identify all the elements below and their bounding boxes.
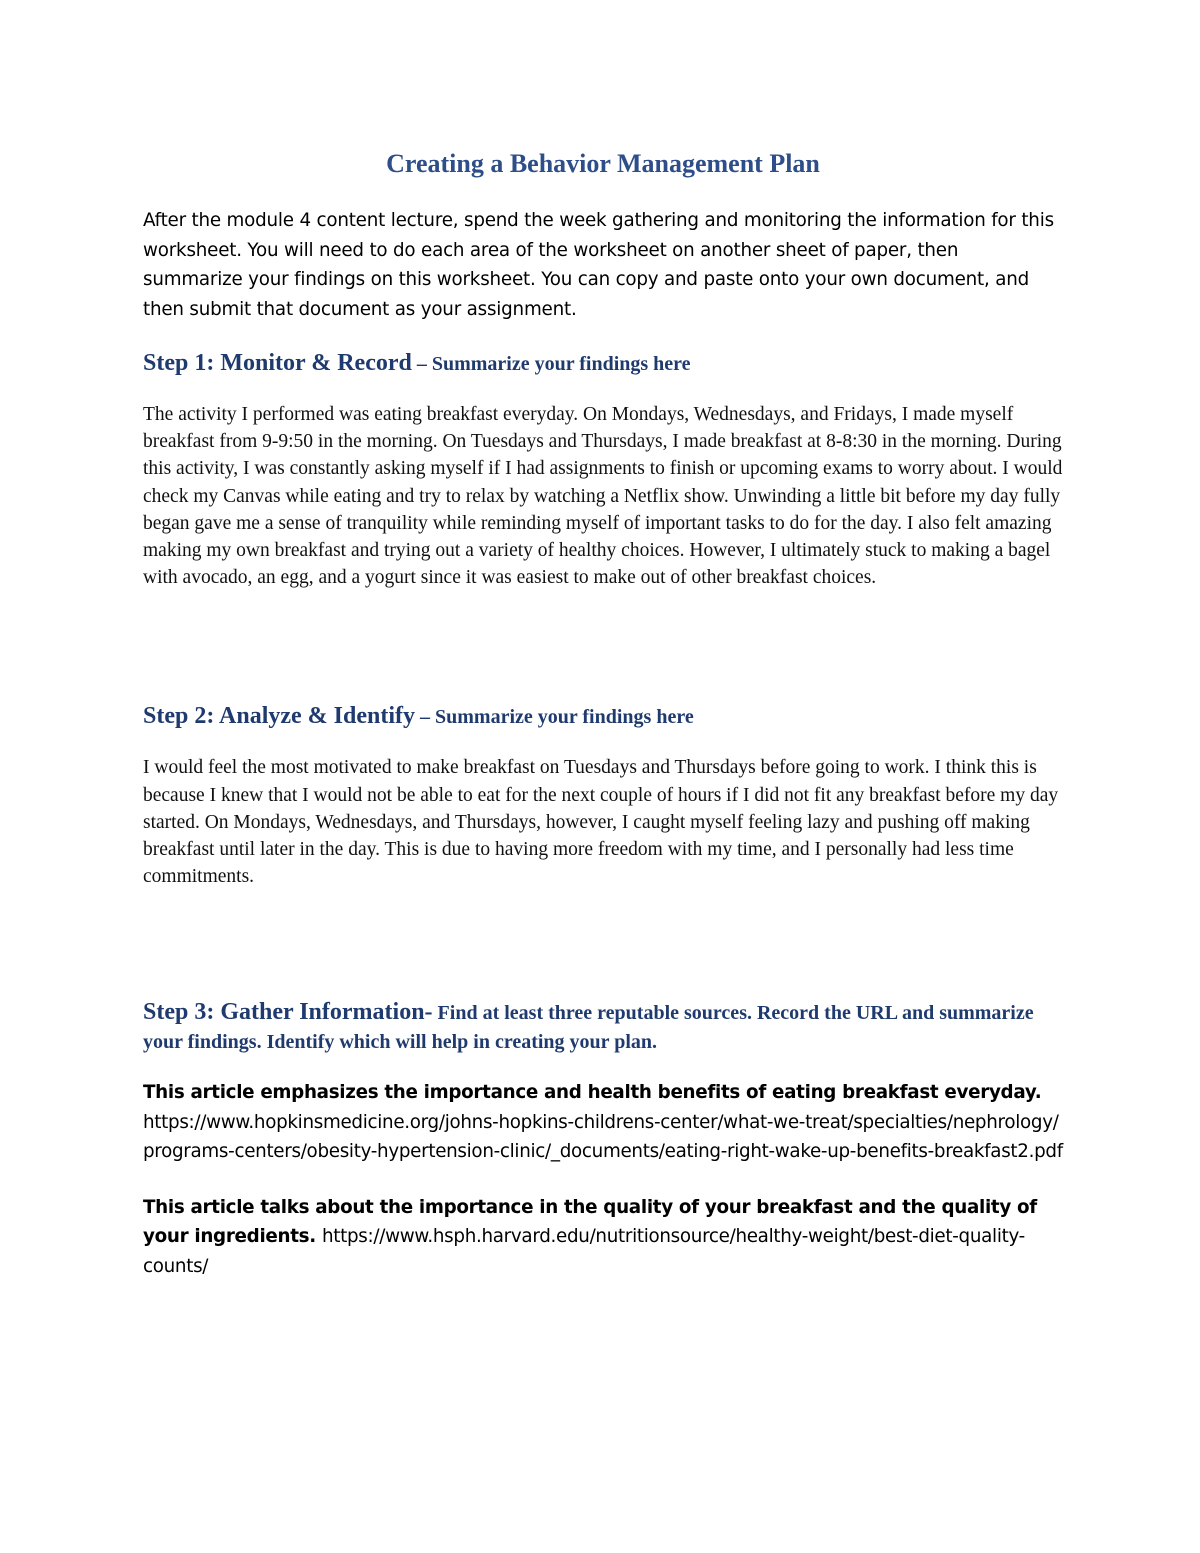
step2-subtitle: – Summarize your findings here: [415, 706, 694, 729]
intro-paragraph: After the module 4 content lecture, spend the week gathering and monitoring the information for this worksheet. You will need to do each area of the worksheet on another sheet of paper, then summarize your findings on this worksheet. You can copy and paste onto your own document, and then submit that document as your assignment.: [143, 210, 1054, 320]
source-summary-with-url: [143, 1193, 1063, 1282]
source-summary: This article emphasizes the importance and health benefits of eating breakfast everyday.: [143, 1082, 1042, 1104]
source-entry: [143, 1078, 1063, 1167]
step1-findings: The activity I performed was eating breakfast everyday. On Mondays, Wednesdays, and Fridays, I made myself breakfast from 9-9:50 in the morning. On Tuesdays and Thursdays, I made breakfast at 8-8:30 in the morning. During this activity, I was constantly asking myself if I had assignments to finish or upcoming exams to worry about. I would check my Canvas while eating and try to relax by watching a Netflix show. Unwinding a little bit before my day fully began gave me a sense of tranquility while reminding myself of important tasks to do for the day. I also felt amazing making my own breakfast and trying out a variety of healthy choices. However, I ultimately stuck to making a bagel with avocado, an egg, and a yogurt since it was easiest to make out of other breakfast choices.: [143, 404, 1063, 589]
step1-subtitle: – Summarize your findings here: [411, 353, 691, 375]
step3-title: Step 3: Gather Information-: [143, 999, 433, 1026]
document-title: Creating a Behavior Management Plan: [386, 149, 820, 178]
source-url[interactable]: https://www.hopkinsmedicine.org/johns-hopkins-childrens-center/what-we-treat/specialties/nephrology/programs-centers/obesity-hypertension-clinic/_documents/eating-right-wake-up-benefits-breakfast2.pdf: [143, 1111, 1063, 1163]
step2-title: Step 2: Analyze & Identify: [143, 703, 415, 730]
step2-heading: [143, 703, 1063, 730]
step3-subtitle: Find at least three reputable sources. Record the URL and summarize your findings. Identify which will help in creating your plan.: [143, 1002, 1034, 1054]
source-summary: This article talks about the importance in the quality of your breakfast and the quality of your ingredients.: [143, 1196, 1037, 1248]
source-url[interactable]: https://www.hsph.harvard.edu/nutritionsource/healthy-weight/best-diet-quality-counts/: [143, 1226, 1025, 1277]
document-content: [143, 146, 1063, 1281]
step1-heading: [143, 350, 1063, 377]
step1-title: Step 1: Monitor & Record: [143, 350, 412, 376]
source-entry: [143, 1193, 1063, 1282]
step3-heading: [143, 998, 1063, 1056]
step2-findings: I would feel the most motivated to make breakfast on Tuesdays and Thursdays before going to work. I think this is because I knew that I would not be able to eat for the next couple of hours if I did not fit any breakfast before my day started. On Mondays, Wednesdays, and Thursdays, however, I caught myself feeling lazy and pushing off making breakfast until later in the day. This is due to having more freedom with my time, and I personally had less time commitments.: [143, 757, 1059, 888]
